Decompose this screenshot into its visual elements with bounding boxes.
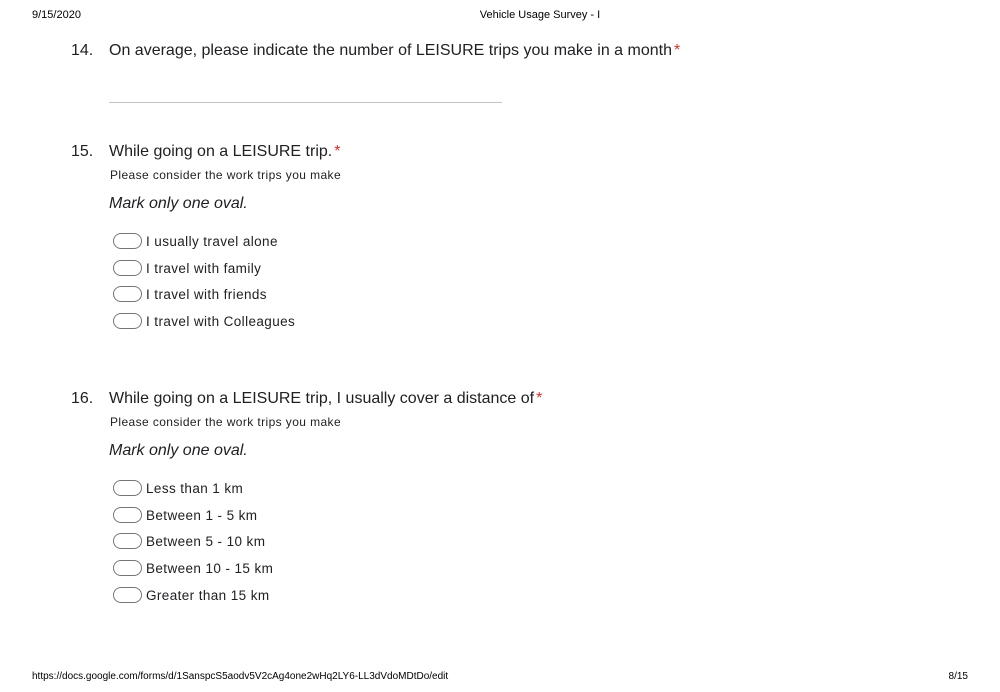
page-number: 8/15 <box>948 671 968 682</box>
option-label: Between 1 - 5 km <box>146 507 258 523</box>
question-number: 16. <box>71 390 94 407</box>
radio-option[interactable] <box>113 532 265 550</box>
required-marker: * <box>334 143 341 160</box>
option-label: I travel with friends <box>146 286 267 302</box>
question-label: While going on a LEISURE trip, I usually cover a distance of <box>109 390 535 407</box>
option-label: Greater than 15 km <box>146 587 270 603</box>
option-label: I travel with Colleagues <box>146 313 296 329</box>
page-url: https://docs.google.com/forms/d/1SanspcS5aodv5V2cAg4one2wHq2LY6-LL3dVdoMDtDo/edit <box>32 671 449 682</box>
question-text <box>109 390 542 408</box>
radio-oval[interactable] <box>113 507 142 523</box>
radio-oval[interactable] <box>113 587 142 603</box>
radio-option[interactable] <box>113 559 273 577</box>
radio-oval[interactable] <box>113 560 142 576</box>
radio-option[interactable] <box>113 506 257 524</box>
option-label: Between 5 - 10 km <box>146 533 266 549</box>
radio-oval[interactable] <box>113 260 142 276</box>
question-label: While going on a LEISURE trip. <box>109 143 333 160</box>
question-label: On average, please indicate the number of LEISURE trips you make in a month <box>109 42 672 59</box>
radio-oval[interactable] <box>113 286 142 302</box>
radio-option[interactable] <box>113 285 267 303</box>
question-text <box>109 42 680 60</box>
radio-oval[interactable] <box>113 533 142 549</box>
question-description: Please consider the work trips you make <box>110 415 342 429</box>
required-marker: * <box>673 42 681 59</box>
radio-option[interactable] <box>113 259 261 277</box>
option-label: Less than 1 km <box>146 480 244 496</box>
option-label: Between 10 - 15 km <box>146 560 274 576</box>
radio-option[interactable] <box>113 232 278 250</box>
question-instruction: Mark only one oval. <box>109 442 248 459</box>
question-number: 15. <box>71 143 94 160</box>
question-description: Please consider the work trips you make <box>110 168 342 182</box>
print-date: 9/15/2020 <box>32 9 81 21</box>
radio-oval[interactable] <box>113 313 142 329</box>
radio-oval[interactable] <box>113 233 142 249</box>
radio-option[interactable] <box>113 312 295 330</box>
required-marker: * <box>536 390 543 407</box>
question-instruction: Mark only one oval. <box>109 195 248 212</box>
document-title: Vehicle Usage Survey - I <box>479 9 601 21</box>
radio-oval[interactable] <box>113 480 142 496</box>
radio-option[interactable] <box>113 479 243 497</box>
question-number: 14. <box>71 42 94 59</box>
question-text <box>109 143 340 161</box>
radio-option[interactable] <box>113 586 270 604</box>
option-label: I travel with family <box>146 260 262 276</box>
option-label: I usually travel alone <box>146 233 278 249</box>
short-answer-field[interactable] <box>109 102 502 103</box>
